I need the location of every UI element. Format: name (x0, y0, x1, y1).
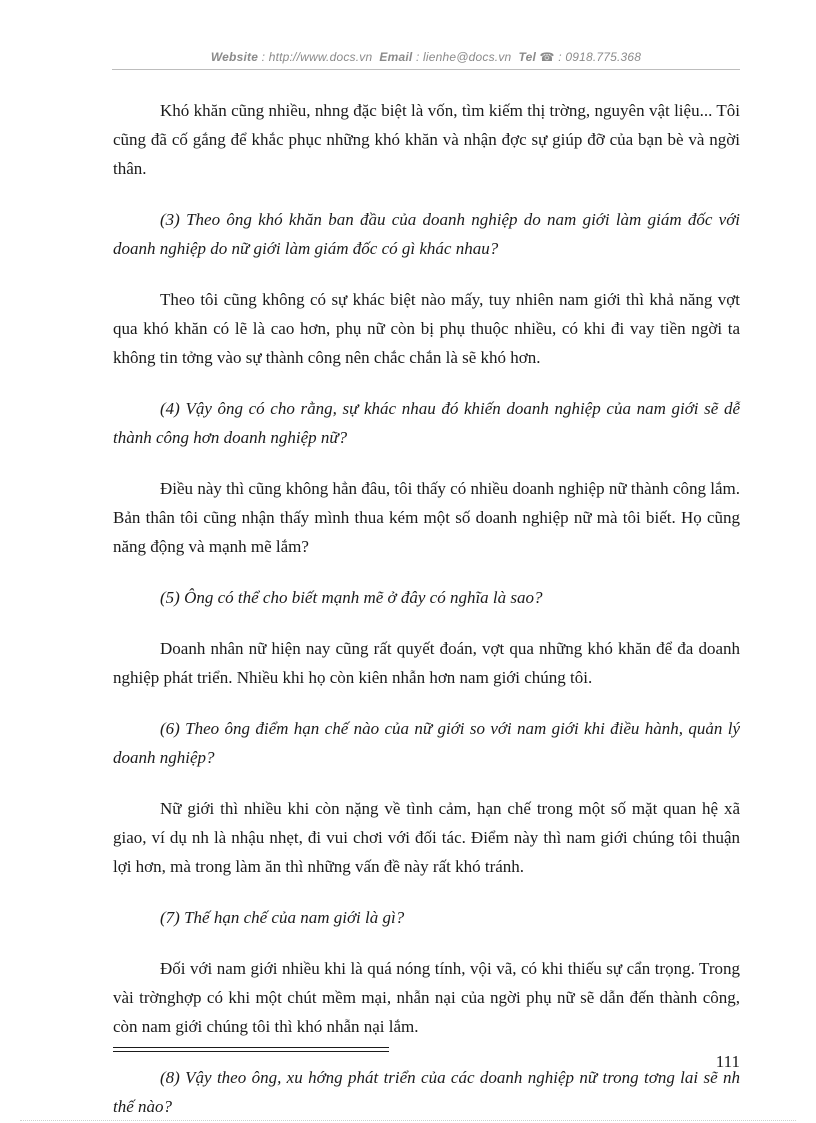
question-6: (6) Theo ông điểm hạn chế nào của nữ giới so với nam giới khi điều hành, quản lý doanh nghiệp? (113, 719, 740, 767)
website-label: Website (210, 50, 259, 64)
email-value: : lienhe@docs.vn (415, 50, 512, 64)
tel-value: : 0918.775.368 (558, 50, 642, 64)
question-7: (7) Thế hạn chế của nam giới là gì? (160, 908, 405, 927)
question-5: (5) Ông có thể cho biết mạnh mẽ ở đây có nghĩa là sao? (160, 588, 543, 607)
header-divider (112, 69, 740, 70)
website-value: : http://www.docs.vn (261, 50, 373, 64)
page-body (113, 96, 740, 1121)
tel-label: Tel (518, 50, 536, 64)
question-3: (3) Theo ông khó khăn ban đầu của doanh nghiệp do nam giới làm giám đốc với doanh nghiệp do nữ giới làm giám đốc có gì khác nhau? (113, 210, 740, 258)
page-bottom-border (20, 1120, 796, 1121)
answer-paragraph-7: Đối với nam giới nhiều khi là quá nóng tính, vội vã, có khi thiếu sự cẩn trọng. Trong vài trờnghợp có khi một chút mềm mại, nhẫn nại của ngời phụ nữ sẽ dẫn đến thành công, còn nam giới chúng tôi thì khó nhẫn nại lắm. (113, 959, 740, 1036)
page-number: 111 (715, 1052, 740, 1071)
question-8: (8) Vậy theo ông, xu hớng phát triển của các doanh nghiệp nữ trong tơng lai sẽ nh thế nào? (113, 1068, 740, 1116)
answer-paragraph-6: Nữ giới thì nhiều khi còn nặng về tình cảm, hạn chế trong một số mặt quan hệ xã giao, ví dụ nh là nhậu nhẹt, đi vui chơi với đối tác. Điểm này thì nam giới chúng tôi thuận lợi hơn, mà trong làm ăn thì những vấn đề này rất khó tránh. (113, 799, 740, 876)
footnote-divider-top (113, 1047, 389, 1048)
page-header (112, 50, 740, 64)
question-4: (4) Vậy ông có cho rằng, sự khác nhau đó khiến doanh nghiệp của nam giới sẽ dễ thành công hơn doanh nghiệp nữ? (113, 399, 740, 447)
footnote-divider-bottom (113, 1051, 389, 1052)
email-label: Email (379, 50, 413, 64)
answer-paragraph-4: Điều này thì cũng không hẳn đâu, tôi thấy có nhiều doanh nghiệp nữ thành công lắm. Bản thân tôi cũng nhận thấy mình thua kém một số doanh nghiệp nữ mà tôi biết. Họ cũng năng động và mạnh mẽ lắm? (113, 479, 740, 556)
answer-paragraph-3: Theo tôi cũng không có sự khác biệt nào mấy, tuy nhiên nam giới thì khả năng vợt qua khó khăn có lẽ là cao hơn, phụ nữ còn bị phụ thuộc nhiều, có khi đi vay tiền ngời ta không tin tởng vào sự thành công nên chắc chắn là sẽ khó hơn. (113, 290, 740, 367)
answer-paragraph-5: Doanh nhân nữ hiện nay cũng rất quyết đoán, vợt qua những khó khăn để đa doanh nghiệp phát triển. Nhiều khi họ còn kiên nhẫn hơn nam giới chúng tôi. (113, 639, 740, 687)
phone-icon: ☎ (539, 50, 555, 64)
answer-paragraph-2: Khó khăn cũng nhiều, nhng đặc biệt là vốn, tìm kiếm thị trờng, nguyên vật liệu... Tôi cũng đã cố gắng để khắc phục những khó khăn và nhận đợc sự giúp đỡ của bạn bè và ngời thân. (113, 101, 740, 178)
